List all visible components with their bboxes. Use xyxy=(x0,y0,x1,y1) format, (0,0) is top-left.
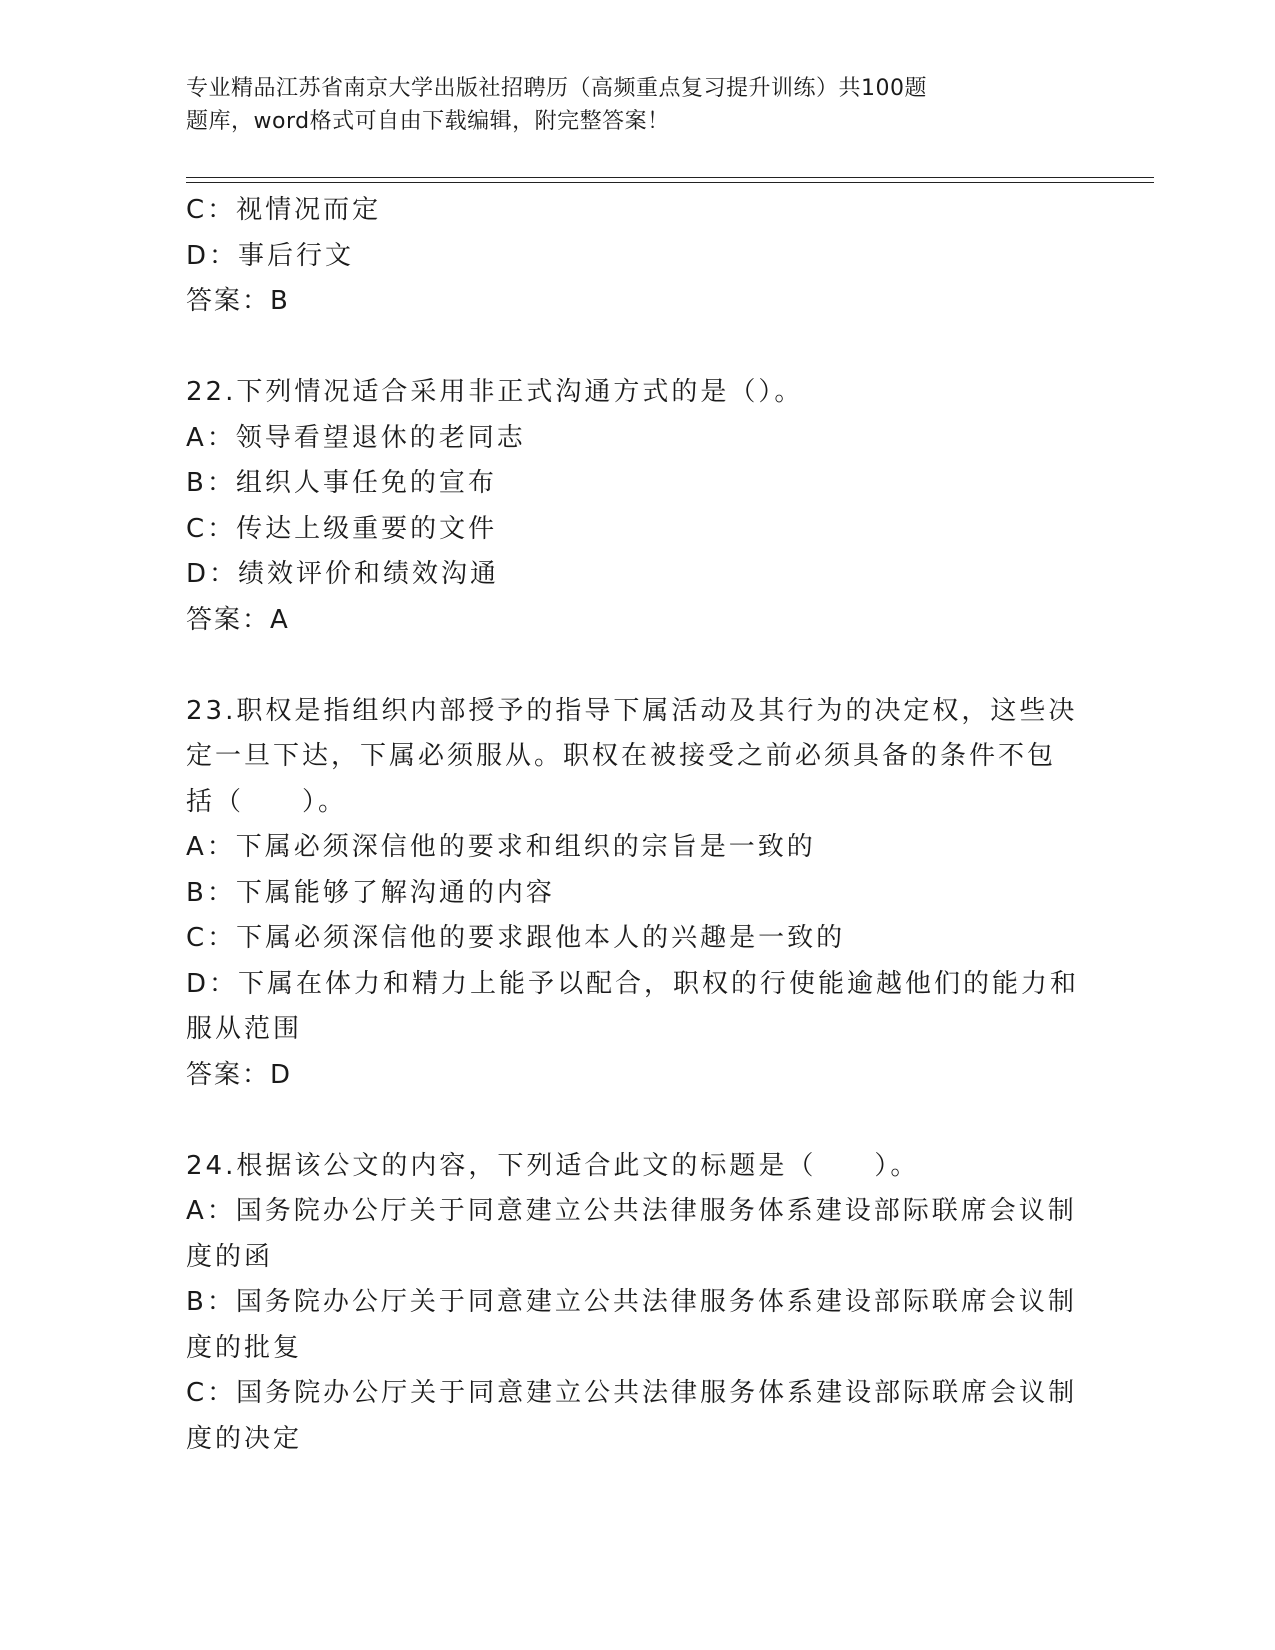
option-d-line-1: D：下属在体力和精力上能予以配合，职权的行使能逾越他们的能力和 xyxy=(186,968,1080,999)
question-stem-line-3: 括（ ）。 xyxy=(186,786,348,817)
question-23 xyxy=(186,689,1086,1099)
header-double-rule xyxy=(186,177,1154,183)
option-c-line-1: C：国务院办公厅关于同意建立公共法律服务体系建设部际联席会议制 xyxy=(186,1378,1078,1408)
answer: 答案：A xyxy=(186,604,290,635)
option-b: B：下属能够了解沟通的内容 xyxy=(186,877,555,908)
question-22 xyxy=(186,370,1086,643)
header-title-line-1: 专业精品江苏省南京大学出版社招聘历（高频重点复习提升训练）共100题 xyxy=(186,76,927,101)
option-b: B：组织人事任免的宣布 xyxy=(186,468,497,498)
spacer xyxy=(186,1098,1086,1144)
question-content xyxy=(186,188,1086,1462)
prev-question-block xyxy=(186,188,1086,325)
option-c: C：传达上级重要的文件 xyxy=(186,513,498,544)
answer: 答案：B xyxy=(186,286,290,316)
question-stem: 24.根据该公文的内容，下列适合此文的标题是（ ）。 xyxy=(186,1150,920,1181)
option-a: A：领导看望退休的老同志 xyxy=(186,422,526,453)
option-c-line-2: 度的决定 xyxy=(186,1423,303,1454)
header-title-line-2: 题库，word格式可自由下载编辑，附完整答案！ xyxy=(186,109,670,134)
option-d: D：事后行文 xyxy=(186,240,355,271)
option-b-line-2: 度的批复 xyxy=(186,1332,303,1363)
option-a: A：下属必须深信他的要求和组织的宗旨是一致的 xyxy=(186,832,816,862)
spacer xyxy=(186,643,1086,689)
question-24 xyxy=(186,1144,1086,1463)
option-c: C：视情况而定 xyxy=(186,195,382,225)
option-d-line-2: 服从范围 xyxy=(186,1014,303,1044)
spacer xyxy=(186,325,1086,371)
option-a-line-1: A：国务院办公厅关于同意建立公共法律服务体系建设部际联席会议制 xyxy=(186,1196,1077,1226)
answer: 答案：D xyxy=(186,1059,293,1090)
question-stem-line-2: 定一旦下达，下属必须服从。职权在被接受之前必须具备的条件不包 xyxy=(186,741,1057,771)
option-d: D：绩效评价和绩效沟通 xyxy=(186,559,500,589)
document-header xyxy=(186,72,1046,138)
option-a-line-2: 度的函 xyxy=(186,1241,274,1272)
question-stem: 22.下列情况适合采用非正式沟通方式的是（）。 xyxy=(186,377,804,407)
option-c: C：下属必须深信他的要求跟他本人的兴趣是一致的 xyxy=(186,923,846,953)
option-b-line-1: B：国务院办公厅关于同意建立公共法律服务体系建设部际联席会议制 xyxy=(186,1287,1077,1317)
question-stem-line-1: 23.职权是指组织内部授予的指导下属活动及其行为的决定权，这些决 xyxy=(186,695,1078,726)
